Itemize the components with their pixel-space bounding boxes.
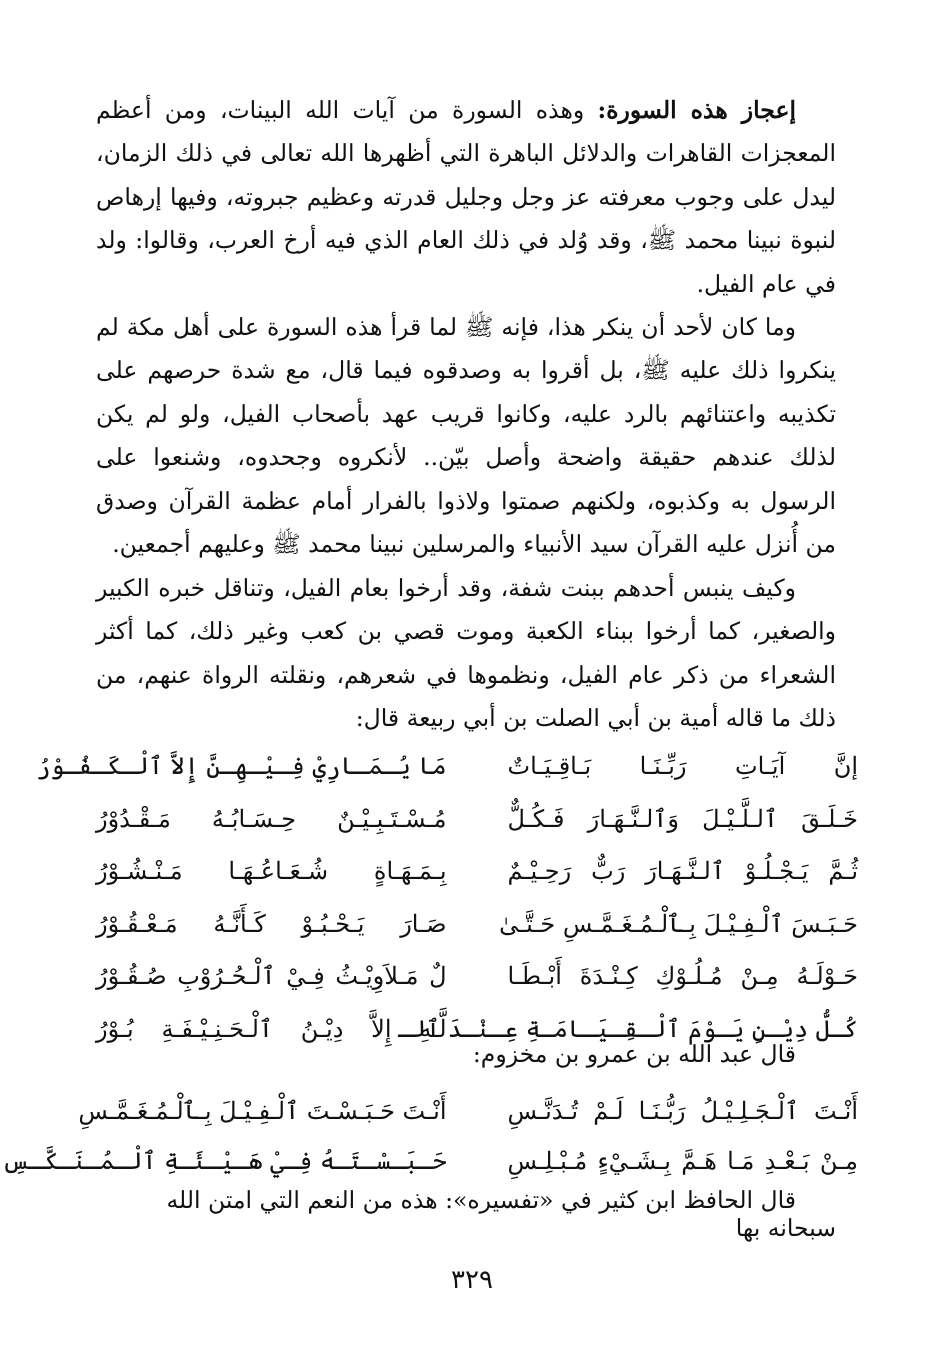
verse	[96, 950, 858, 1003]
poem-attribution: قال عبد الله بن عمرو بن مخزوم:	[472, 1040, 796, 1068]
verse-second-hemistich: لٌ مَـلاَوِيْـثُ فِـيْ ٱلْـحُـرُوْبِ صُـقُـوْرُ	[96, 962, 447, 991]
verse-first-hemistich: أَنْـتَ ٱلْـجَـلِـيْـلُ رَبُّـنَـا لَـمْ تُـدَنَّـسِ	[507, 1097, 858, 1125]
verse-second-hemistich: لَّـهِ إِلاَّ دِيْـنُ ٱلْـحَـنِـيْـفَـةِ بُـوْرُ	[96, 1014, 447, 1043]
poem-abdullah	[1, 1086, 858, 1186]
closing-line: قال الحافظ ابن كثير في «تفسيره»: هذه من النعم التي امتن الله سبحانه بها	[166, 1186, 836, 1242]
verse-second-hemistich: مَا يُـمَـارِيْ فِـيْـهِـنَّ إِلاَّ ٱلْـكَـفُـوْرُ	[36, 752, 447, 781]
poem-umayya	[36, 740, 858, 1055]
verse-second-hemistich: أَنْـتَ حَـبَـسْـتَ ٱلْـفِـيْـلَ بِـٱلْـمُـغَـمَّـسِ	[78, 1097, 447, 1125]
verse-second-hemistich: بِـمَـهَـاةٍ شُـعَـاعُـهَـا مَـنْـشُـوْرُ	[96, 857, 447, 886]
paragraph-1-text: وهذه السورة من آيات الله البينات، ومن أعظم المعجزات القاهرات والدلائل الباهرة التي أظهرها الله تعالى في ذلك الزمان، ليدل على وجوب معرفته عز وجل وجليل قدرته وعظيم جبروته، وفيها إرهاص لنبوة نبينا محمد ﷺ، وقد وُلد في ذلك العام الذي فيه أرخ العرب، وقالوا: ولد في عام الفيل.	[96, 96, 836, 298]
verse-first-hemistich: حَـبَـسَ ٱلْـفِـيْـلَ بِـٱلْـمُـغَـمَّـسِ حَـتَّـىٰ	[499, 909, 858, 938]
verse	[96, 845, 858, 898]
verse	[96, 898, 858, 951]
verse-second-hemistich: حَـبَـسْـتَـهُ فِـيْ هَـيْـئَـةِ ٱلْـمُـنَـكَّـسِ	[1, 1147, 447, 1175]
paragraph-3: وكيف ينبس أحدهم ببنت شفة، وقد أرخوا بعام الفيل، وتناقل خبره الكبير والصغير، كما أرخوا ببناء الكعبة وموت قصي بن كعب وغير ذلك، كما أكثر الشعراء من ذكر عام الفيل، ونظموها في شعرهم، ونقلته الرواة عنهم، من ذلك ما قاله أمية بن أبي الصلت بن أبي ربيعة قال:	[96, 574, 836, 733]
section-heading: إعجاز هذه السورة:	[597, 96, 796, 124]
verse-first-hemistich: كُـلُّ دِيْـنٍ يَـوْمَ ٱلْـقِـيَـامَـةِ عِـنْـدَ ٱلـ	[397, 1014, 858, 1043]
page-number: ٣٢٩	[451, 1265, 493, 1295]
verse-first-hemistich: مِـنْ بَـعْـدِ مَـا هَـمَّ بِـشَـيْءٍ مُـبْـلِـسِ	[507, 1147, 858, 1175]
verse-first-hemistich: حَـوْلَـهُ مِـنْ مُـلُـوْكِ كِـنْـدَةَ أَبْـطَـا	[507, 962, 858, 991]
verse	[1, 1136, 858, 1186]
verse	[96, 793, 858, 846]
paragraph-1	[96, 89, 836, 306]
verse-first-hemistich: إنَّ آيَـاتِ رَبِّـنَـا بَـاقِـيَـاتٌ	[507, 752, 858, 781]
verse	[78, 1086, 858, 1136]
verse-second-hemistich: مُـسْـتَـبِـيْـنٌ حِـسَـابُـهُ مَـقْـدُوْرُ	[96, 804, 447, 833]
verse-first-hemistich: خَـلَـقَ ٱلـلَّـيْـلَ وَٱلـنَّـهَـارَ فَـكُـلٌّ	[507, 804, 858, 833]
paragraph-2: وما كان لأحد أن ينكر هذا، فإنه ﷺ لما قرأ هذه السورة على أهل مكة لم ينكروا ذلك عليه ﷺ، بل أقروا به وصدقوه فيما قال، مع شدة حرصهم على تكذيبه واعتنائهم بالرد عليه، وكانوا قريب عهد بأصحاب الفيل، ولو لم يكن لذلك عندهم حقيقة واضحة وأصل بيّن.. لأنكروه وجحدوه، وشنعوا على الرسول به وكذبوه، ولكنهم صمتوا ولاذوا بالفرار أمام عظمة القرآن وصدق من أُنزل عليه القرآن سيد الأنبياء والمرسلين نبينا محمد ﷺ وعليهم أجمعين.	[96, 313, 836, 559]
verse	[36, 740, 858, 793]
verse-second-hemistich: صَـارَ يَـحْـبُـوْ كَـأَنَّـهُ مَـعْـقُـوْرُ	[96, 909, 447, 938]
verse-first-hemistich: ثُـمَّ يَـجْـلُـوْ ٱلـنَّـهَـارَ رَبٌّ رَحِـيْـمٌ	[507, 857, 858, 886]
